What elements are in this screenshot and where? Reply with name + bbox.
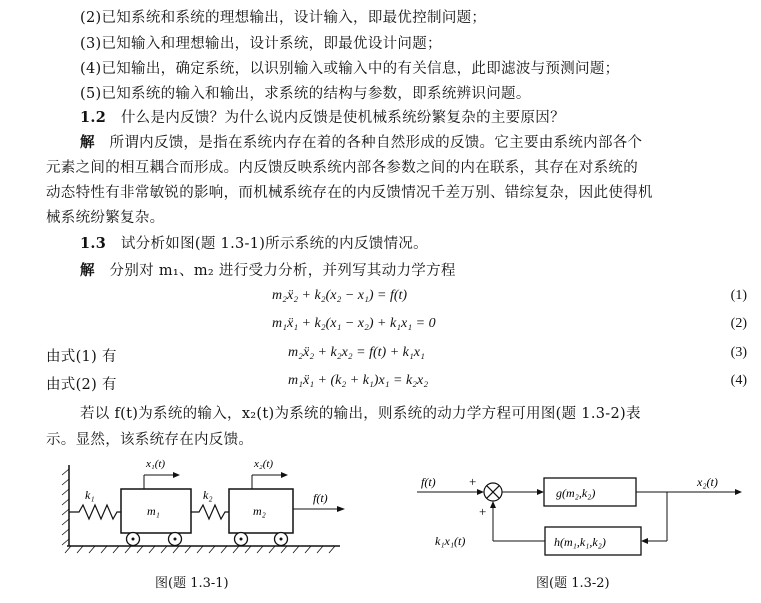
label-m2: m₂ (253, 504, 266, 518)
spring-k2 (191, 505, 229, 519)
ground-hatch (65, 546, 335, 553)
answer-1-3-line-1 (80, 259, 456, 280)
label-k1: k₁ (85, 488, 95, 502)
answer-label: 解 (80, 134, 95, 151)
label-m1: m₁ (147, 504, 160, 518)
spring-k1 (69, 505, 121, 519)
plus-sign-top: + (469, 474, 477, 489)
question-text: 试分析如图(题 1.3-1)所示系统的内反馈情况。 (120, 236, 428, 252)
answer-1-2-line-4: 械系统纷繁复杂。 (46, 210, 165, 226)
line-4: (4)已知输出，确定系统，以识别输入或输入中的有关信息，此即滤波与预测问题； (80, 61, 620, 77)
question-number: 1.3 (80, 235, 107, 252)
conclusion-line-1: 若以 f(t)为系统的输入，x₂(t)为系统的输出，则系统的动力学方程可用图(题 1.3-2)表 (80, 406, 641, 422)
arrow-x1-head (173, 472, 180, 478)
figure-block-diagram (405, 462, 750, 562)
figure-mass-spring (55, 455, 355, 565)
label-feedback-signal: k₁x₁(t) (435, 534, 466, 548)
wheel-hub (174, 538, 177, 541)
equation-3: m₂ẍ₂ + k₂x₂ = f(t) + k₁x₁ (288, 345, 425, 360)
equation-4: m₁ẍ₁ + (k₂ + k₁)x₁ = k₂x₂ (288, 373, 429, 388)
feedback-up-arrowhead (490, 501, 496, 508)
output-arrowhead (735, 489, 742, 495)
label-k2: k₂ (203, 488, 213, 502)
answer-1-2-line-1 (80, 131, 642, 152)
answer-1-2-line-3: 动态特性有非常敏锐的影响，而机械系统存在的内反馈情况千差万别、错综复杂，因此使得机 (46, 185, 653, 201)
input-arrowhead (477, 489, 484, 495)
wall-hatch (62, 469, 69, 545)
label-output-x2: x₂(t) (697, 475, 718, 489)
line-2: (2)已知系统和系统的理想输出，设计输入，即最优控制问题； (80, 10, 487, 26)
equation-1: m₂ẍ₂ + k₂(x₂ − x₁) = f(t) (272, 288, 408, 303)
line-5: (5)已知系统的输入和输出，求系统的结构与参数，即系统辨识问题。 (80, 86, 531, 102)
feedback-arrowhead (641, 538, 648, 544)
answer-text: 分别对 m₁、m₂ 进行受力分析，并列写其动力学方程 (109, 263, 456, 279)
arrow-f-head (337, 506, 345, 512)
from-eq-1-label: 由式(1) 有 (46, 349, 117, 365)
answer-label: 解 (80, 262, 95, 279)
sum-to-g-arrowhead (537, 489, 544, 495)
label-input-f: f(t) (421, 475, 436, 489)
question-number: 1.2 (80, 109, 107, 126)
figure-1-caption: 图(题 1.3-1) (155, 576, 229, 591)
equation-4-number: (4) (730, 373, 747, 388)
label-x1: x₁(t) (146, 458, 166, 470)
plus-sign-bottom: + (479, 504, 487, 519)
question-1-3 (80, 232, 428, 253)
figure-2-caption: 图(题 1.3-2) (536, 576, 610, 591)
equation-2: m₁ẍ₁ + k₂(x₁ − x₂) + k₁x₁ = 0 (272, 316, 436, 331)
line-3: (3)已知输入和理想输出，设计系统，即最优设计问题； (80, 36, 442, 52)
question-text: 什么是内反馈？为什么说内反馈是使机械系统纷繁复杂的主要原因？ (120, 110, 565, 126)
wheel-hub (132, 538, 135, 541)
arrow-x2-head (281, 472, 288, 478)
answer-1-2-line-2: 元素之间的相互耦合而形成。内反馈反映系统内部各参数之间的内在联系，其存在对系统的 (46, 160, 638, 176)
answer-text: 所谓内反馈，是指在系统内存在着的各种自然形成的反馈。它主要由系统内部各个 (109, 135, 643, 151)
label-x2: x₂(t) (254, 458, 274, 470)
wheel-hub (280, 538, 283, 541)
label-f: f(t) (313, 491, 328, 505)
equation-2-number: (2) (730, 316, 747, 331)
label-feedback-h: h(m₁,k₁,k₂) (554, 535, 606, 549)
wheel-hub (240, 538, 243, 541)
label-forward-g: g(m₂,k₂) (556, 486, 596, 500)
equation-3-number: (3) (730, 345, 747, 360)
equation-1-number: (1) (730, 288, 747, 303)
conclusion-line-2: 示。显然，该系统存在内反馈。 (46, 432, 254, 448)
from-eq-2-label: 由式(2) 有 (46, 377, 117, 393)
question-1-2 (80, 106, 565, 127)
